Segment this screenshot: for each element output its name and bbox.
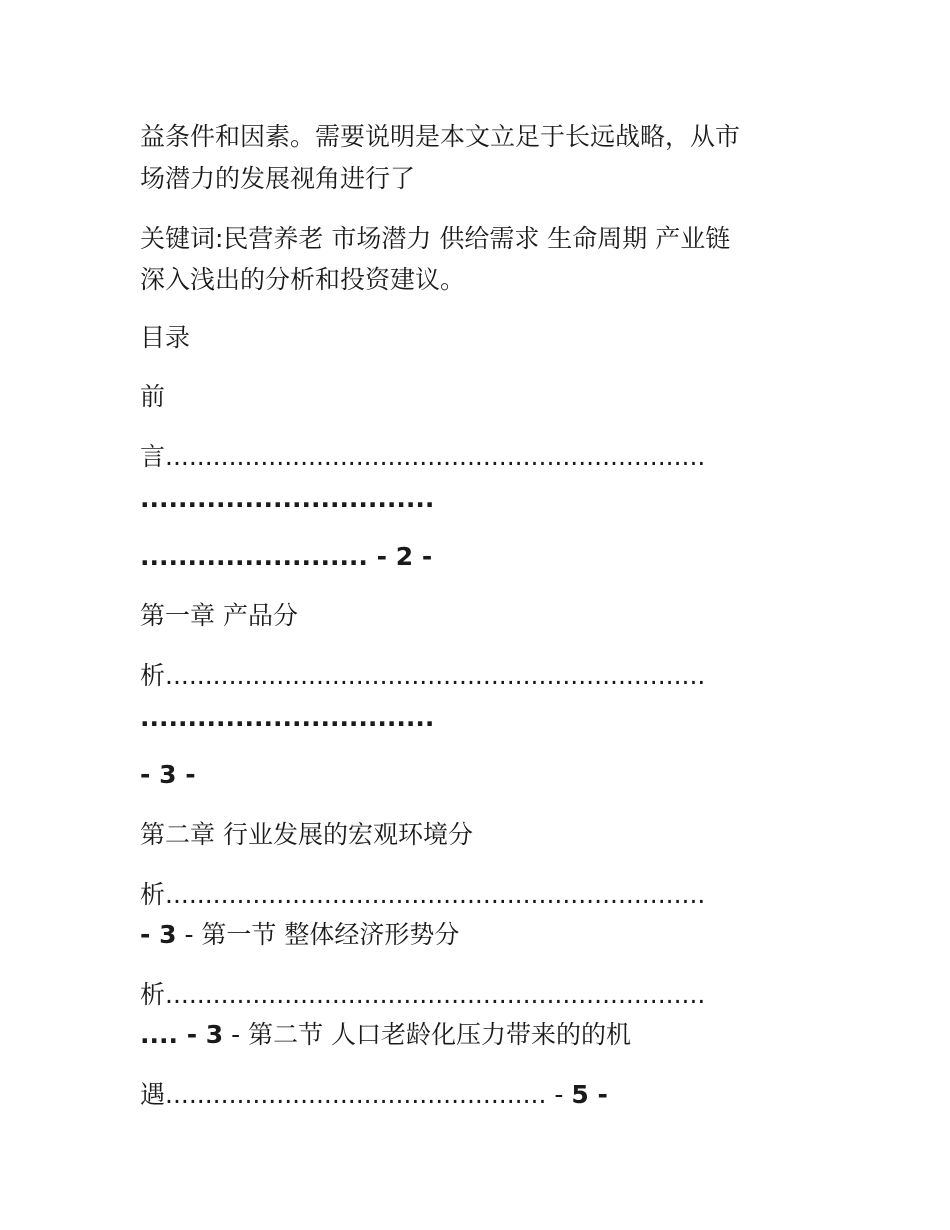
intro-line-1: 益条件和因素。需要说明是本文立足于长远战略，从市 (140, 122, 741, 151)
toc-sec1-page: 3 (205, 1020, 224, 1049)
toc-sec2-title: - 第二节 人口老龄化压力带来的的机 (223, 1020, 632, 1049)
toc-preface-page-line (140, 540, 820, 574)
toc-preface-leader: 言.................................................................... (140, 442, 706, 471)
toc-preface-page: 2 (395, 542, 414, 571)
toc-ch2-leader: 析.................................................................... (140, 880, 706, 909)
toc-ch1-page-line (140, 758, 820, 792)
toc-sec1-dots: .... - (140, 1020, 206, 1049)
toc-sec2-dash: - (588, 1080, 608, 1109)
toc-ch1-leader: 析.................................................................... (140, 661, 706, 690)
toc-sec2-leader: 遇................................................ - (140, 1080, 572, 1109)
toc-ch2-page-line (140, 918, 820, 952)
toc-preface-dots: ........................ - (140, 542, 396, 571)
toc-sec1-leader: 析.................................................................... (140, 980, 706, 1009)
toc-sec1-page-line (140, 1018, 820, 1052)
toc-ch1-title: 第一章 产品分 (140, 601, 298, 630)
toc-ch1-leader-cont: ............................... (140, 703, 435, 732)
toc-ch2-title: 第二章 行业发展的宏观环境分 (140, 820, 473, 849)
toc-sec2-page: 5 (571, 1080, 589, 1109)
toc-sec2-page-line (140, 1078, 820, 1112)
toc-ch1-page: 3 (159, 760, 177, 789)
toc-sec1-title: - 第一节 整体经济形势分 (176, 920, 460, 949)
toc-preface-dash: - (413, 542, 433, 571)
toc-ch1-dash-a: - (140, 760, 160, 789)
toc-preface-leader-cont: ............................... (140, 484, 435, 513)
keywords-line-2: 深入浅出的分析和投资建议。 (140, 265, 466, 294)
keywords-line-1: 关键词:民营养老 市场潜力 供给需求 生命周期 产业链 (140, 224, 731, 253)
toc-ch1-dash-b: - (176, 760, 196, 789)
toc-ch2-page: 3 (159, 920, 177, 949)
intro-line-2: 场潜力的发展视角进行了 (140, 164, 416, 193)
toc-ch2-dash-a: - (140, 920, 160, 949)
toc-preface-title: 前 (140, 382, 166, 411)
toc-heading: 目录 (140, 323, 191, 352)
